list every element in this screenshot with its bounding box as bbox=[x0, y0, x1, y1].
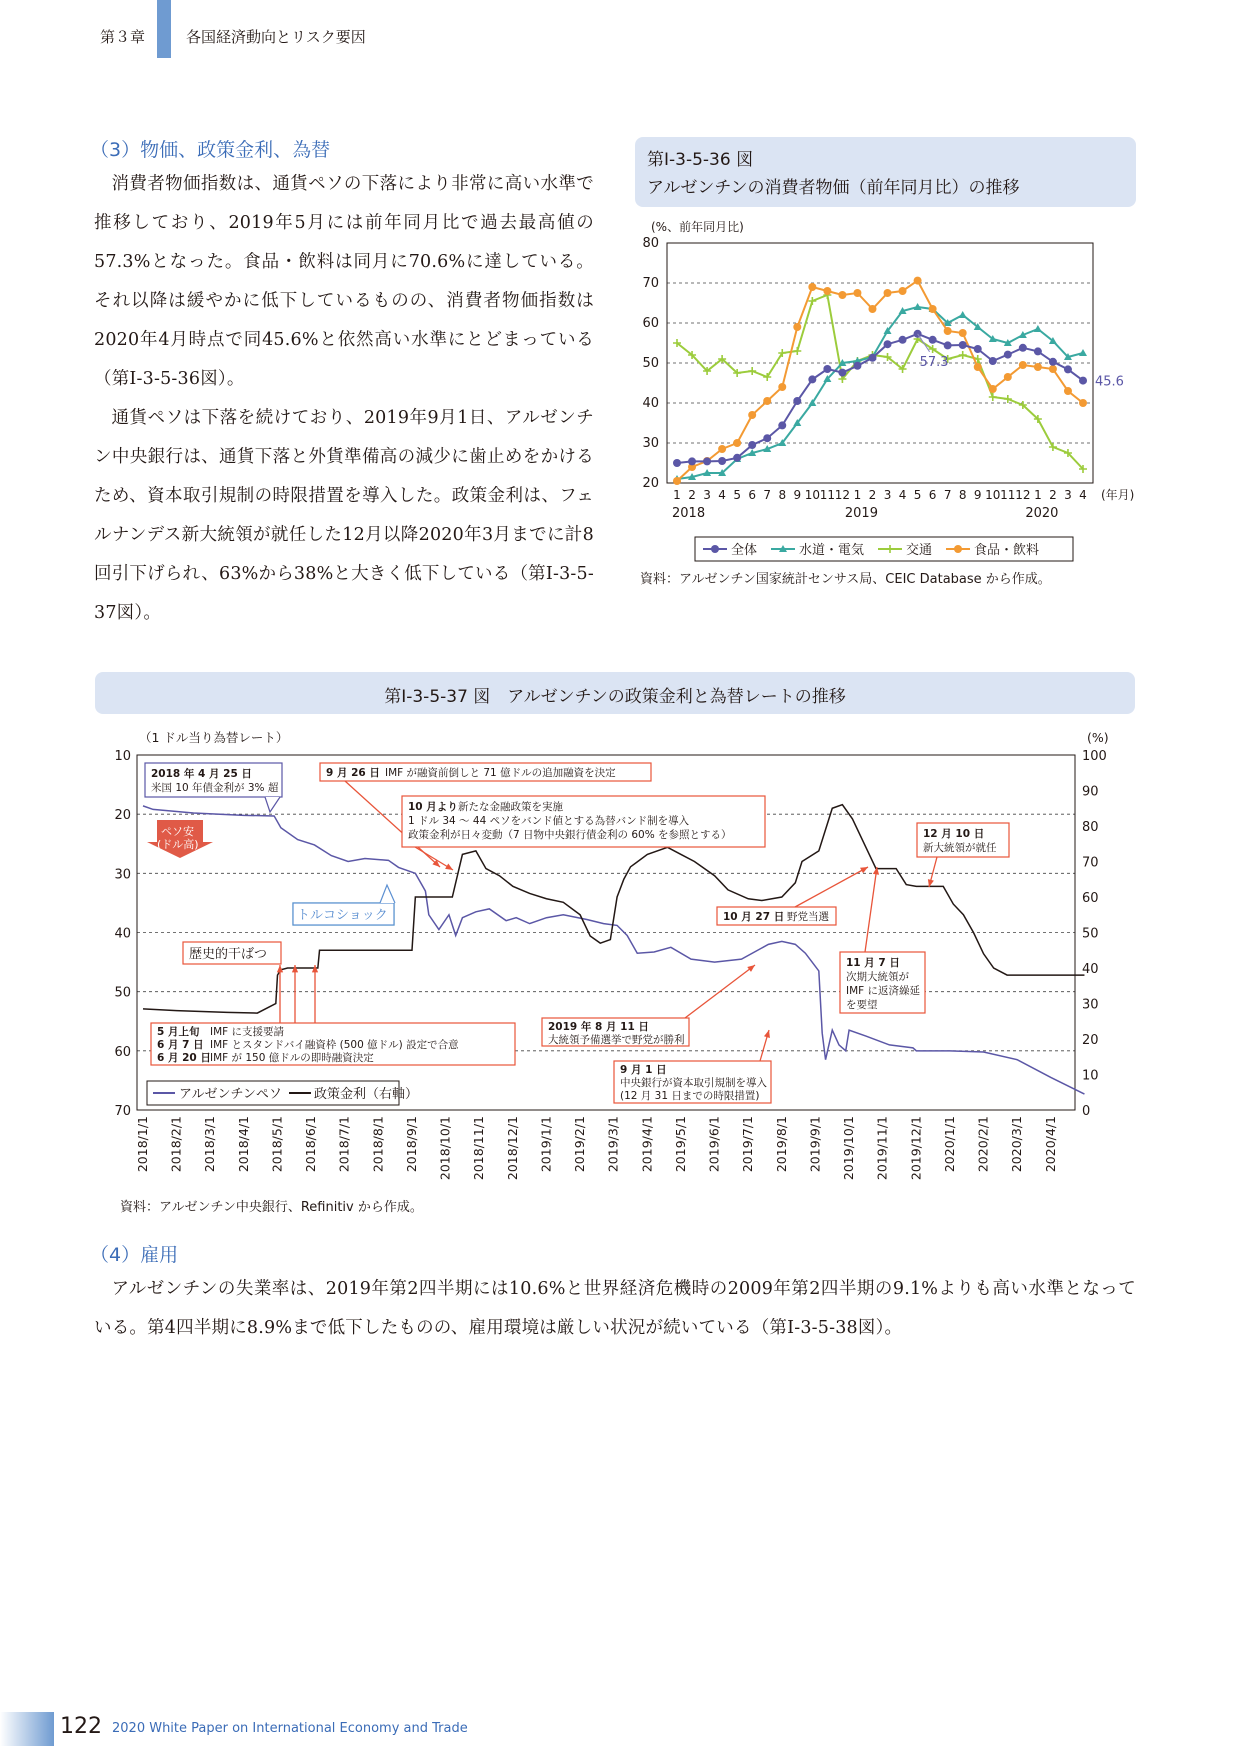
annot-mayjune-title: 6 月 20 日 bbox=[157, 1052, 211, 1064]
fx-left-tick: 60 bbox=[114, 1044, 131, 1060]
cpi-point bbox=[899, 287, 907, 295]
annot-0901-line2: (12 月 31 日までの時限措置) bbox=[620, 1090, 760, 1102]
fx-right-tick: 50 bbox=[1082, 926, 1099, 942]
annot-20190811-title: 2019 年 8 月 11 日 bbox=[548, 1021, 649, 1033]
fx-x-tick: 2018/5/1 bbox=[269, 1116, 285, 1173]
cpi-legend-marker bbox=[711, 545, 719, 553]
cpi-x-tick: 6 bbox=[748, 488, 757, 502]
chapter-label: 第３章 bbox=[100, 28, 146, 46]
annot-20180425-title: 2018 年 4 月 25 日 bbox=[151, 768, 252, 780]
annot-20190811-arrow-head bbox=[747, 965, 755, 972]
cpi-x-tick: 4 bbox=[1079, 488, 1087, 502]
annot-1027-title: 10 月 27 日 bbox=[723, 911, 785, 923]
annot-0926-text: IMF が融資前倒しと 71 億ドルの追加融資を決定 bbox=[385, 767, 616, 779]
section4-heading: （4）雇用 bbox=[90, 1244, 179, 1266]
cpi-x-tick: 11 bbox=[819, 488, 836, 502]
fig37-title: 第Ⅰ-3-5-37 図 アルゼンチンの政策金利と為替レートの推移 bbox=[384, 687, 846, 707]
annot-mayjune-title: 6 月 7 日 bbox=[157, 1039, 204, 1051]
page-footer bbox=[0, 1700, 1241, 1754]
cpi-point bbox=[1049, 443, 1057, 451]
fx-x-tick: 2018/7/1 bbox=[336, 1116, 352, 1173]
section4-body bbox=[94, 1270, 1136, 1348]
cpi-point bbox=[929, 336, 937, 344]
cpi-point bbox=[868, 354, 876, 362]
fx-left-axis-label: （1 ドル当り為替レート） bbox=[139, 730, 289, 745]
cpi-point bbox=[1079, 377, 1087, 385]
cpi-point bbox=[688, 457, 696, 465]
section3-paragraph-1: 消費者物価指数は、通貨ペソの下落により非常に高い水準で推移しており、2019年5月には前年同月比で過去最高値の57.3%となった。食品・飲料は同月に70.6%に達している。それ以降は緩やかに低下しているものの、消費者物価指数は2020年4月時点で同45.6%と依然高い水準にとどまっている（第Ⅰ-3-5-36図）。 bbox=[94, 174, 594, 389]
annot-oct-arrow-head bbox=[445, 864, 453, 870]
annot-1107-line: 次期大統領が bbox=[846, 971, 909, 983]
cpi-point bbox=[884, 289, 892, 297]
cpi-point bbox=[1034, 347, 1042, 355]
cpi-legend bbox=[695, 537, 1073, 561]
annot-0901-arrow bbox=[760, 1030, 770, 1061]
annot-1107-arrow bbox=[865, 867, 879, 952]
section3-body bbox=[94, 165, 594, 633]
page-number: 122 bbox=[60, 1714, 102, 1739]
fx-right-tick: 90 bbox=[1082, 784, 1099, 800]
cpi-series-line bbox=[677, 281, 1083, 481]
fx-left-tick: 50 bbox=[114, 985, 131, 1001]
cpi-x-tick: 9 bbox=[973, 488, 982, 502]
fx-x-tick: 2019/7/1 bbox=[740, 1116, 756, 1173]
annot-20180425-text: 米国 10 年債金利が 3% 超 bbox=[151, 782, 279, 794]
cpi-point bbox=[793, 323, 801, 331]
fx-right-tick: 40 bbox=[1082, 962, 1099, 977]
cpi-point bbox=[974, 363, 982, 371]
cpi-point bbox=[944, 341, 952, 349]
annot-jun20-arrow bbox=[312, 965, 318, 1023]
fx-x-tick: 2019/9/1 bbox=[807, 1116, 823, 1173]
cpi-point bbox=[808, 283, 816, 291]
fx-right-tick: 80 bbox=[1082, 820, 1099, 835]
cpi-point bbox=[748, 411, 756, 419]
cpi-point bbox=[703, 457, 711, 465]
fx-x-tick: 2018/9/1 bbox=[403, 1116, 419, 1173]
fx-x-tick: 2020/1/1 bbox=[941, 1116, 957, 1173]
cpi-point bbox=[1034, 325, 1042, 332]
fig36-number: 第Ⅰ-3-5-36 図 bbox=[647, 150, 754, 170]
cpi-annotation-573: 57.3 bbox=[919, 354, 949, 370]
fx-x-tick: 2018/3/1 bbox=[202, 1116, 218, 1173]
cpi-point bbox=[929, 305, 937, 313]
cpi-legend-label: 水道・電気 bbox=[799, 543, 865, 558]
annot-turkey-text: トルコショック bbox=[297, 908, 388, 923]
fx-left-tick: 30 bbox=[114, 867, 131, 883]
annot-1107-arrow-shaft bbox=[865, 867, 877, 952]
cpi-point bbox=[959, 329, 967, 337]
fx-x-tick: 2019/8/1 bbox=[773, 1116, 789, 1173]
cpi-point bbox=[1079, 399, 1087, 407]
cpi-x-tick: 1 bbox=[1034, 488, 1042, 502]
cpi-point bbox=[853, 362, 861, 370]
annot-1107-line: IMF に返済繰延 bbox=[846, 985, 921, 997]
fx-right-tick: 0 bbox=[1082, 1104, 1091, 1119]
fx-x-tick: 2020/2/1 bbox=[975, 1116, 991, 1173]
fx-left-tick: 20 bbox=[114, 808, 131, 824]
cpi-point bbox=[1034, 363, 1042, 371]
cpi-x-tick: 3 bbox=[1064, 488, 1072, 502]
fx-x-tick: 2019/4/1 bbox=[639, 1116, 655, 1173]
fx-x-tick: 2018/6/1 bbox=[303, 1116, 319, 1173]
annot-20190811-text: 大統領予備選挙で野党が勝利 bbox=[548, 1034, 685, 1046]
cpi-x-tick: 2 bbox=[868, 488, 877, 502]
fx-x-tick: 2018/1/1 bbox=[135, 1116, 150, 1173]
cpi-point bbox=[974, 345, 982, 353]
fig37-source: 資料：アルゼンチン中央銀行、Refinitiv から作成。 bbox=[120, 1200, 423, 1215]
cpi-point bbox=[959, 351, 967, 359]
peso-weak-label2: (ドル高) bbox=[157, 838, 199, 851]
cpi-point bbox=[1019, 344, 1027, 352]
section3-paragraph-2: 通貨ペソは下落を続けており、2019年9月1日、アルゼンチン中央銀行は、通貨下落と外貨準備高の減少に歯止めをかけるため、資本取引規制の時限措置を導入した。政策金利は、フェルナンデス新大統領が就任した12月以降2020年3月までに計8回引下げられ、63%から38%と大きく低下している（第Ⅰ-3-5-37図）。 bbox=[94, 408, 594, 623]
cpi-y-tick: 20 bbox=[642, 476, 659, 491]
header-accent-bar bbox=[157, 0, 171, 58]
cpi-x-tick: 6 bbox=[928, 488, 937, 502]
annot-jun7-arrow bbox=[292, 965, 298, 1023]
fx-x-tick: 2020/4/1 bbox=[1042, 1116, 1058, 1173]
cpi-y-tick: 30 bbox=[642, 436, 659, 451]
page-header bbox=[0, 0, 1241, 70]
cpi-legend-label: 交通 bbox=[906, 543, 933, 558]
cpi-point bbox=[823, 365, 831, 373]
fx-x-tick: 2019/11/1 bbox=[874, 1116, 890, 1181]
cpi-x-unit: (年月) bbox=[1101, 488, 1135, 502]
cpi-point bbox=[959, 341, 967, 349]
cpi-x-tick: 12 bbox=[834, 488, 851, 502]
cpi-point bbox=[1004, 351, 1012, 359]
cpi-legend-marker bbox=[954, 545, 962, 553]
fx-right-tick: 10 bbox=[1082, 1068, 1099, 1084]
cpi-y-tick: 80 bbox=[642, 236, 659, 251]
cpi-y-tick: 40 bbox=[642, 396, 659, 411]
cpi-point bbox=[1064, 365, 1072, 373]
fig36-title-box bbox=[635, 137, 1136, 207]
fx-x-tick: 2018/10/1 bbox=[437, 1116, 453, 1181]
cpi-legend-label: 食品・飲料 bbox=[974, 543, 1040, 558]
annot-mayjune-title: 5 月上旬 bbox=[157, 1026, 200, 1038]
annot-turkey-pointer bbox=[380, 885, 395, 903]
fx-x-tick: 2018/2/1 bbox=[168, 1116, 184, 1173]
cpi-point bbox=[763, 397, 771, 405]
cpi-x-tick: 1 bbox=[673, 488, 681, 502]
cpi-point bbox=[1019, 361, 1027, 369]
cpi-chart bbox=[625, 215, 1145, 565]
cpi-year-label: 2019 bbox=[844, 506, 878, 521]
cpi-point bbox=[1049, 365, 1057, 373]
cpi-point bbox=[748, 367, 756, 375]
cpi-point bbox=[673, 459, 681, 467]
cpi-x-tick: 4 bbox=[898, 488, 907, 502]
cpi-point bbox=[989, 385, 997, 393]
policy-rate-fx-chart bbox=[95, 720, 1145, 1200]
annot-1210-title: 12 月 10 日 bbox=[923, 828, 985, 840]
cpi-point bbox=[733, 454, 741, 462]
cpi-point bbox=[733, 439, 741, 447]
annot-1210-text: 新大統領が就任 bbox=[923, 842, 997, 854]
cpi-x-tick: 3 bbox=[883, 488, 892, 502]
cpi-x-tick: 1 bbox=[853, 488, 862, 502]
fx-left-tick: 70 bbox=[114, 1104, 131, 1119]
cpi-point bbox=[868, 305, 876, 313]
cpi-point bbox=[718, 445, 726, 453]
fx-legend-label: 政策金利（右軸） bbox=[314, 1087, 419, 1102]
cpi-point bbox=[763, 434, 771, 442]
cpi-point bbox=[793, 347, 801, 355]
fx-x-tick: 2018/11/1 bbox=[471, 1116, 487, 1181]
peso-weak-label1: ペソ安 bbox=[161, 825, 194, 838]
cpi-point bbox=[944, 327, 952, 335]
cpi-x-tick: 2 bbox=[688, 488, 696, 502]
cpi-point bbox=[838, 291, 846, 299]
fig37-title-box bbox=[95, 672, 1135, 714]
annot-0901-title: 9 月 1 日 bbox=[620, 1064, 667, 1076]
fx-x-tick: 2019/2/1 bbox=[572, 1116, 588, 1173]
footer-title: 2020 White Paper on International Economy and Trade bbox=[112, 1721, 468, 1736]
fx-x-tick: 2018/12/1 bbox=[504, 1116, 520, 1181]
fx-left-tick: 40 bbox=[114, 926, 131, 942]
cpi-point bbox=[853, 289, 861, 297]
fx-x-tick: 2019/10/1 bbox=[841, 1116, 857, 1181]
cpi-point bbox=[778, 421, 786, 429]
cpi-point bbox=[808, 297, 816, 305]
cpi-y-tick: 50 bbox=[642, 356, 659, 371]
cpi-y-tick: 60 bbox=[642, 316, 659, 331]
annot-oct-title: 10 月より bbox=[408, 801, 458, 813]
cpi-point bbox=[899, 336, 907, 344]
fx-x-tick: 2019/3/1 bbox=[605, 1116, 621, 1173]
annot-mayjune-text: IMF とスタンドバイ融資枠 (500 億ドル) 設定で合意 bbox=[210, 1039, 459, 1051]
annot-oct-arrow bbox=[415, 847, 453, 870]
fx-x-tick: 2019/6/1 bbox=[706, 1116, 722, 1173]
cpi-point bbox=[823, 287, 831, 295]
cpi-point bbox=[838, 369, 846, 377]
annot-mayjune-text: IMF に支援要請 bbox=[210, 1026, 285, 1038]
annot-oct-line1: 1 ドル 34 ～ 44 ペソをバンド値とする為替バンド制を導入 bbox=[408, 815, 690, 827]
fx-right-tick: 100 bbox=[1082, 749, 1107, 764]
cpi-point bbox=[914, 277, 922, 285]
cpi-point bbox=[778, 383, 786, 391]
annot-1107-title: 11 月 7 日 bbox=[846, 957, 900, 969]
cpi-y-label: (%、前年同月比) bbox=[651, 220, 744, 234]
annot-mayjune-text: IMF が 150 億ドルの即時融資決定 bbox=[210, 1052, 374, 1064]
fx-legend-label: アルゼンチンペソ bbox=[179, 1087, 282, 1102]
cpi-point bbox=[718, 457, 726, 465]
fx-x-tick: 2020/3/1 bbox=[1009, 1116, 1025, 1173]
cpi-year-label: 2020 bbox=[1025, 506, 1059, 521]
cpi-x-tick: 10 bbox=[804, 488, 820, 502]
cpi-x-tick: 8 bbox=[778, 488, 787, 502]
cpi-point bbox=[1079, 349, 1087, 356]
section3-heading: （3）物価、政策金利、為替 bbox=[90, 139, 331, 161]
cpi-point bbox=[989, 357, 997, 365]
annot-0926-title: 9 月 26 日 bbox=[326, 767, 380, 779]
cpi-annotation-456: 45.6 bbox=[1095, 374, 1124, 390]
cpi-point bbox=[673, 477, 681, 485]
cpi-point bbox=[884, 340, 892, 348]
cpi-x-tick: 7 bbox=[943, 488, 952, 502]
cpi-point bbox=[793, 397, 801, 405]
cpi-x-tick: 9 bbox=[793, 488, 802, 502]
fx-right-axis-label: (%) bbox=[1087, 730, 1109, 745]
chapter-title: 各国経済動向とリスク要因 bbox=[186, 28, 366, 46]
fx-left-tick: 10 bbox=[114, 749, 131, 764]
cpi-x-tick: 5 bbox=[733, 488, 741, 502]
cpi-x-tick: 2 bbox=[1049, 488, 1057, 502]
footer-accent bbox=[0, 1712, 54, 1746]
fx-right-tick: 20 bbox=[1082, 1033, 1099, 1048]
cpi-x-tick: 5 bbox=[913, 488, 922, 502]
fx-x-tick: 2019/5/1 bbox=[672, 1116, 688, 1173]
fx-x-tick: 2019/1/1 bbox=[538, 1116, 554, 1173]
annot-oct-text: 新たな金融政策を実施 bbox=[458, 801, 563, 813]
annot-1107-line: を要望 bbox=[846, 999, 878, 1011]
cpi-point bbox=[1064, 387, 1072, 395]
cpi-point bbox=[989, 393, 997, 401]
fx-right-tick: 70 bbox=[1082, 855, 1099, 871]
annot-oct-line2: 政策金利が日々変動（7 日物中央銀行債金利の 60% を参照とする） bbox=[408, 829, 732, 841]
cpi-point bbox=[1004, 395, 1012, 403]
cpi-point bbox=[1004, 373, 1012, 381]
cpi-point bbox=[748, 441, 756, 449]
fx-right-tick: 30 bbox=[1082, 997, 1099, 1013]
cpi-point bbox=[808, 375, 816, 383]
cpi-x-tick: 3 bbox=[703, 488, 711, 502]
cpi-point bbox=[1049, 358, 1057, 366]
cpi-point bbox=[959, 311, 967, 318]
cpi-x-tick: 8 bbox=[958, 488, 967, 502]
fx-x-tick: 2018/8/1 bbox=[370, 1116, 386, 1173]
cpi-x-tick: 7 bbox=[763, 488, 772, 502]
annot-1027-text: 野党当選 bbox=[787, 911, 829, 923]
annot-1210-arrow bbox=[928, 857, 937, 887]
fig36-title: アルゼンチンの消費者物価（前年同月比）の推移 bbox=[647, 178, 1020, 198]
annot-0901-arrow-head bbox=[764, 1030, 770, 1038]
annot-0901-line1: 中央銀行が資本取引規制を導入 bbox=[620, 1077, 767, 1089]
section4-paragraph-1: アルゼンチンの失業率は、2019年第2四半期には10.6%と世界経済危機時の2009年第2四半期の9.1%よりも高い水準となっている。第4四半期に8.9%まで低下したものの、雇用環境は厳しい状況が続いている（第Ⅰ-3-5-38図）。 bbox=[94, 1279, 1136, 1338]
fig36-source: 資料：アルゼンチン国家統計センサス局、CEIC Database から作成。 bbox=[640, 572, 1051, 587]
annot-20180425-pointer bbox=[265, 797, 280, 812]
cpi-x-tick: 12 bbox=[1015, 488, 1031, 502]
annot-drought-text: 歴史的干ばつ bbox=[189, 947, 268, 962]
cpi-year-label: 2018 bbox=[672, 506, 706, 521]
cpi-y-tick: 70 bbox=[642, 276, 659, 291]
cpi-legend-label: 全体 bbox=[731, 543, 758, 558]
fx-right-tick: 60 bbox=[1082, 891, 1099, 906]
cpi-x-tick: 4 bbox=[718, 488, 726, 502]
cpi-x-tick: 11 bbox=[1000, 488, 1016, 502]
fx-x-tick: 2018/4/1 bbox=[235, 1116, 251, 1173]
fx-x-tick: 2019/12/1 bbox=[908, 1116, 924, 1181]
cpi-x-tick: 10 bbox=[985, 488, 1001, 502]
cpi-point bbox=[914, 330, 922, 338]
